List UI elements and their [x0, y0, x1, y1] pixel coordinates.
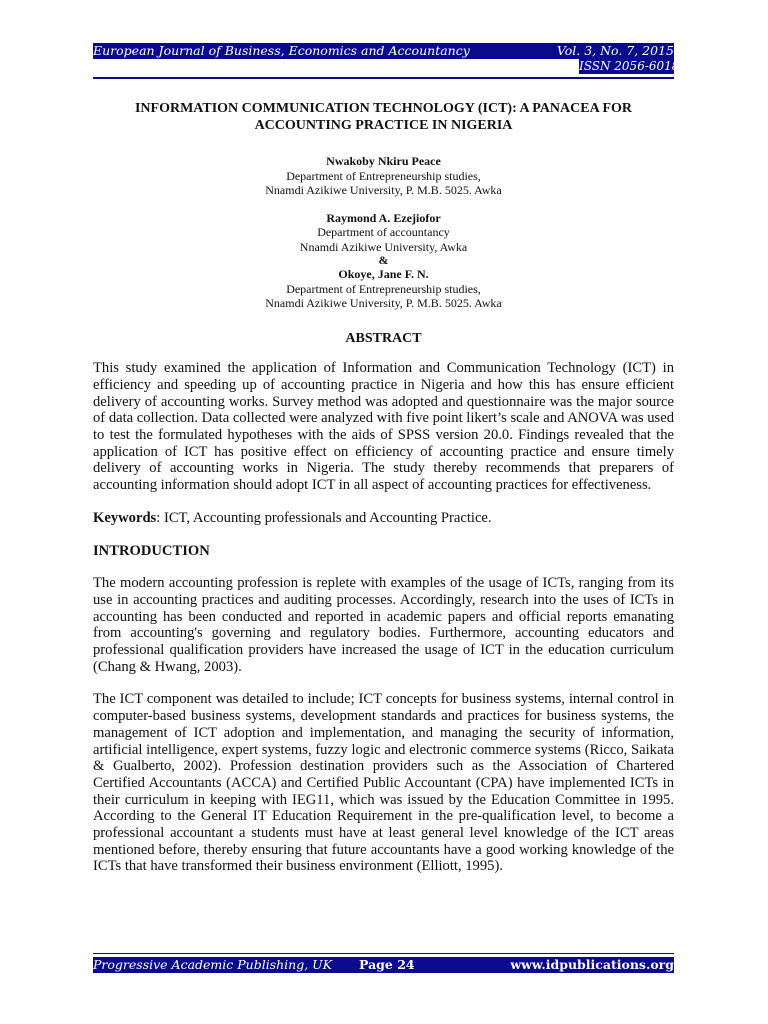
keywords [93, 510, 674, 527]
author-dept: Department of accountancy [317, 225, 450, 239]
issn: ISSN 2056-6018 [579, 59, 680, 73]
author-affiliation: Nnamdi Azikiwe University, Awka [299, 239, 468, 254]
paper-title: INFORMATION COMMUNICATION TECHNOLOGY (ICT): A PANACEA FOR ACCOUNTING PRACTICE IN NIGERIA [134, 101, 632, 133]
introduction-heading: INTRODUCTION [93, 542, 210, 559]
volume-info: Vol. 3, No. 7, 2015 [556, 43, 674, 58]
author-3 [93, 267, 674, 311]
author-1 [93, 154, 674, 198]
abstract-heading: ABSTRACT [345, 330, 422, 346]
abstract-text: This study examined the application of Information and Communication Technology (ICT) in efficiency and speeding up of accounting practice in Nigeria and how this has ensure efficient delivery of accounting works. Survey method was adopted and questionnaire was the major source of data collection. Data collected were analyzed with five point likert’s scale and ANOVA was used to test the formulated hypotheses with the aids of SPSS version 20.0. Findings revealed that the application of ICT has positive effect on efficiency of accounting practice and ensure timely delivery of accounting works in Nigeria. The study thereby recommends that preparers of accounting information should adopt ICT in all aspect of accounting practices for effectiveness. [93, 360, 674, 494]
journal-name: European Journal of Business, Economics and Accountancy [93, 43, 470, 58]
journal-header-bar [93, 43, 674, 59]
intro-paragraph-1: The modern accounting profession is replete with examples of the usage of ICTs, ranging from its use in accounting practices and auditing processes. Accordingly, research into the uses of ICTs in accounting has been conducted and reported in academic papers and official reports emanating from accounting's governing and regulatory bodies. Furthermore, accounting educators and professional qualification providers have increased the usage of ICT in the education curriculum (Chang & Hwang, 2003). [93, 575, 674, 675]
author-name: Nwakoby Nkiru Peace [326, 154, 441, 168]
page-number: Page 24 [359, 957, 415, 972]
footer-rule [93, 953, 674, 954]
author-ampersand: & [378, 253, 389, 267]
footer-bar [93, 957, 674, 973]
intro-paragraph-2: The ICT component was detailed to include; ICT concepts for business systems, internal control in computer-based business systems, development standards and practices for business systems, the management of ICT adoption and implementation, and managing the security of information, artificial intelligence, expert systems, fuzzy logic and electronic commerce systems (Ricco, Saikata & Gualberto, 2002). Profession destination providers such as the Association of Chartered Certified Accountants (ACCA) and Certified Public Accountant (CPA) have implemented ICTs in their curriculum in keeping with IEG11, which was issued by the Education Committee in 1995. According to the General IT Education Requirement in the pre-qualification level, to become a professional accountant a students must have at least general level knowledge of the ICT areas mentioned before, thereby ensuring that future accountants have a good working knowledge of the ICTs that have transformed their business environment (Elliott, 1995). [93, 691, 674, 875]
author-2 [93, 211, 674, 255]
keywords-label: Keywords [93, 509, 157, 526]
author-dept: Department of Entrepreneurship studies, [286, 281, 481, 296]
publisher-name: Progressive Academic Publishing, UK [93, 957, 333, 972]
author-name: Okoye, Jane F. N. [338, 267, 429, 281]
keywords-text: : ICT, Accounting professionals and Accounting Practice. [156, 509, 492, 526]
author-name: Raymond A. Ezejiofor [326, 210, 441, 225]
page-content [93, 100, 674, 891]
author-affiliation: Nnamdi Azikiwe University, P. M.B. 5025. Awka [265, 183, 502, 197]
website-link[interactable]: www.idpublications.org [510, 957, 674, 972]
author-affiliation: Nnamdi Azikiwe University, P. M.B. 5025. Awka [265, 296, 502, 310]
author-dept: Department of Entrepreneurship studies, [286, 168, 481, 183]
header-rule [93, 77, 674, 79]
